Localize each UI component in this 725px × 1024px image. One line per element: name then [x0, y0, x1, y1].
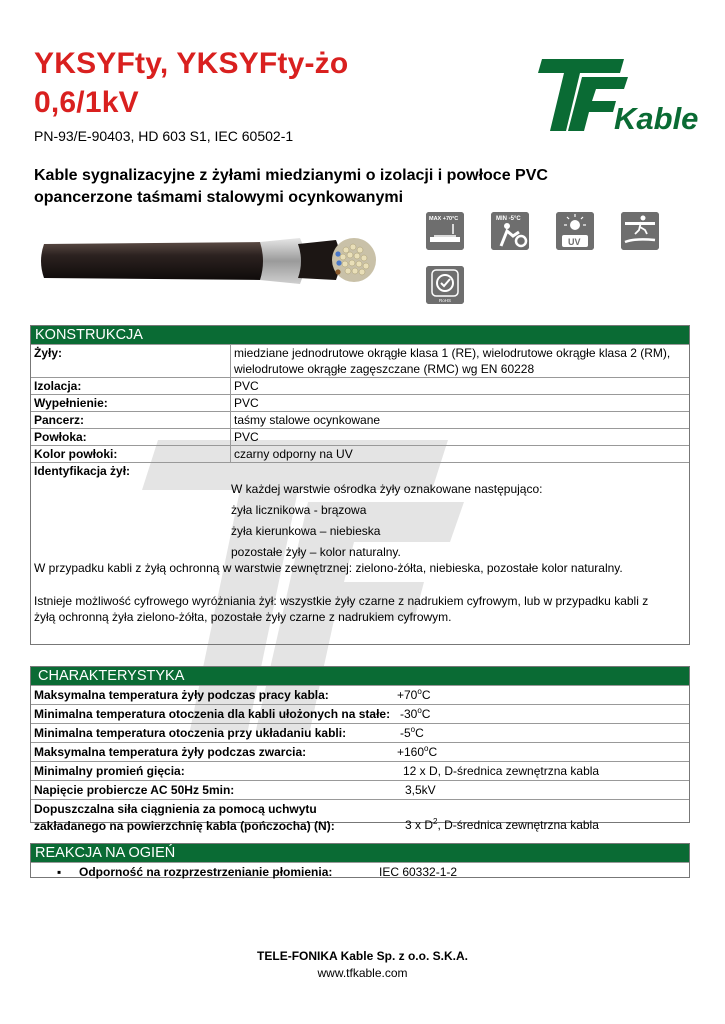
subtitle-line-2: opancerzone taśmami stalowymi ocynkowanymi — [34, 189, 404, 206]
row-label: Odporność na rozprzestrzenianie płomienia: — [79, 865, 333, 879]
identification-list — [31, 481, 689, 560]
product-voltage: 0,6/1kV — [34, 86, 139, 119]
construction-heading: KONSTRUKCJA — [31, 326, 689, 344]
digital-marking-note-line-1: Istnieje możliwość cyfrowego wyróżniania żył: wszystkie żyły czarne z nadrukiem cyfrowym, lub w przypadku kabli z — [34, 593, 649, 608]
max-temperature-icon — [426, 212, 464, 250]
product-title: YKSYFty, YKSYFty-żo — [34, 47, 349, 80]
table-row — [31, 723, 689, 742]
rohs-icon — [426, 266, 464, 304]
row-label: Minimalna temperatura otoczenia przy układaniu kabli: — [34, 726, 347, 740]
svg-text:MAX +70°C: MAX +70°C — [429, 216, 459, 222]
row-label-line: zakładanego na powierzchnię kabla (pończocha) (N): — [34, 819, 335, 833]
logo-wordmark: Kable — [614, 101, 699, 136]
table-row — [31, 862, 689, 881]
table-row — [31, 780, 689, 799]
table-row — [31, 412, 689, 429]
row-value: PVC — [231, 378, 690, 395]
digital-marking-note-line-2: żyłą ochronną żyła zielono-żółta, pozostałe żyły czarne z nadrukiem cyfrowym. — [34, 610, 452, 624]
row-label-line: Dopuszczalna siła ciągnienia za pomocą uchwytu — [34, 802, 317, 816]
row-label: Pancerz: — [31, 412, 231, 429]
row-value-line: wielodrutowe okrągłe zagęszczane (RMC) wg EN 60228 — [234, 362, 535, 376]
row-value: 3,5kV — [405, 783, 436, 797]
row-label: Napięcie probiercze AC 50Hz 5min: — [34, 783, 235, 797]
row-value: taśmy stalowe ocynkowane — [231, 412, 690, 429]
table-row — [31, 685, 689, 704]
identification-line: żyła kierunkowa – niebieska — [231, 524, 381, 538]
row-label: Wypełnienie: — [31, 395, 231, 412]
row-label: Kolor powłoki: — [31, 446, 231, 463]
row-label: Maksymalna temperatura żyły podczas pracy kabla: — [34, 688, 329, 702]
row-label: Minimalny promień gięcia: — [34, 764, 185, 778]
min-installation-temperature-icon — [491, 212, 529, 250]
characteristics-section — [30, 666, 690, 833]
uv-resistant-icon — [556, 212, 594, 250]
subtitle-line-1: Kable sygnalizacyjne z żyłami miedzianymi o izolacji i powłoce PVC — [34, 167, 548, 184]
row-value: IEC 60332-1-2 — [379, 865, 458, 879]
construction-table — [31, 344, 689, 479]
table-row — [31, 799, 689, 834]
row-value-line: miedziane jednodrutowe okrągłe klasa 1 (RE), wielodrutowe okrągłe klasa 2 (RM), — [234, 346, 671, 360]
footer-company: TELE-FONIKA Kable Sp. z o.o. S.K.A. — [257, 949, 468, 963]
cable-picture — [38, 230, 378, 290]
table-row — [31, 704, 689, 723]
table-row — [31, 429, 689, 446]
table-row — [31, 378, 689, 395]
row-value: $+160^oC$ — [397, 744, 438, 759]
svg-text:MIN -5°C: MIN -5°C — [496, 216, 521, 222]
row-value: PVC — [231, 395, 690, 412]
identification-line: pozostałe żyły – kolor naturalny. — [231, 545, 401, 559]
characteristics-heading: CHARAKTERYSTYKA — [31, 667, 689, 685]
underground-laying-icon — [621, 212, 659, 250]
table-row — [31, 345, 689, 378]
row-label: Izolacja: — [31, 378, 231, 395]
standards-line: PN-93/E-90403, HD 603 S1, IEC 60502-1 — [34, 128, 294, 144]
row-value — [231, 345, 690, 378]
fire-reaction-section — [30, 843, 690, 878]
table-row — [31, 742, 689, 761]
footer-website-link[interactable]: www.tfkable.com — [317, 966, 408, 980]
svg-text:UV: UV — [568, 237, 581, 247]
identification-line: W każdej warstwie ośrodka żyły oznakowane następująco: — [231, 482, 543, 496]
row-value: 12 x D, D-średnica zewnętrzna kabla — [403, 764, 600, 778]
row-value: PVC — [231, 429, 690, 446]
row-value: -5$^o$C — [400, 725, 424, 740]
bullet-icon: ▪ — [57, 865, 62, 879]
row-label: Maksymalna temperatura żyły podczas zwarcia: — [34, 745, 307, 759]
row-value: $+70^oC$ — [397, 687, 431, 702]
row-value: 3 x $D^2$, D-średnica zewnętrzna kabla — [405, 817, 599, 832]
fire-reaction-heading: REAKCJA NA OGIEŃ — [31, 844, 689, 862]
protective-conductor-note: W przypadku kabli z żyłą ochronną w warstwie zewnętrznej: zielono-żółta, niebieska, pozostałe kolor naturalny. — [34, 561, 623, 575]
table-row — [31, 395, 689, 412]
table-row — [31, 463, 689, 480]
row-value: -30$^o$C — [400, 706, 431, 721]
row-label: Powłoka: — [31, 429, 231, 446]
row-value: czarny odporny na UV — [231, 446, 690, 463]
row-label: Minimalna temperatura otoczenia dla kabli ułożonych na stałe: — [34, 707, 391, 721]
table-row — [31, 446, 689, 463]
identification-label: Identyfikacja żył: — [31, 463, 689, 480]
svg-text:RoHS: RoHS — [439, 298, 452, 303]
construction-section — [30, 325, 690, 645]
identification-line: żyła licznikowa - brązowa — [231, 503, 367, 517]
tf-kable-logo — [520, 57, 699, 136]
table-row — [31, 761, 689, 780]
row-label: Żyły: — [31, 345, 231, 378]
